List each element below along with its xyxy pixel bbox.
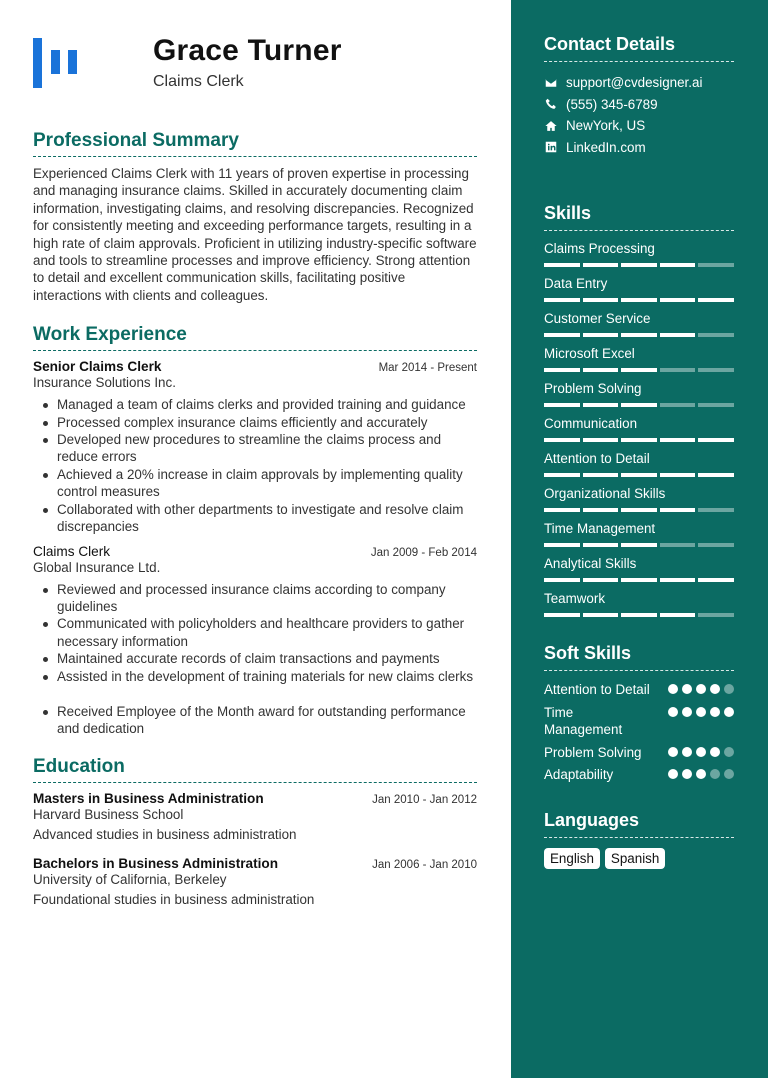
skill-name: Microsoft Excel xyxy=(544,346,635,361)
bullet-item: Developed new procedures to streamline the claims process and reduce errors xyxy=(41,431,477,466)
skill-level-segment xyxy=(698,368,734,372)
school-name: University of California, Berkeley xyxy=(33,871,227,887)
contact-linkedin[interactable] xyxy=(544,137,734,159)
contact-list xyxy=(544,72,734,158)
skill-level-segment xyxy=(621,473,657,477)
skill-level-segment xyxy=(544,333,580,337)
rating-dot xyxy=(668,747,678,757)
skill-level-segment xyxy=(544,543,580,547)
bullet-item: Managed a team of claims clerks and provided training and guidance xyxy=(41,396,477,413)
bullet-item: Maintained accurate records of claim transactions and payments xyxy=(41,650,477,667)
skill-level-segment xyxy=(583,298,619,302)
soft-skill-name: Attention to Detail xyxy=(544,682,650,697)
skill-name: Organizational Skills xyxy=(544,486,666,501)
contact-heading: Contact Details xyxy=(544,34,734,62)
soft-skill-name: Adaptability xyxy=(544,767,614,783)
skill-item xyxy=(544,451,734,477)
skill-item xyxy=(544,241,734,267)
job-bullets xyxy=(41,396,477,535)
soft-skill-item xyxy=(544,681,734,699)
skill-level-segment xyxy=(583,263,619,267)
education-entry xyxy=(33,856,477,907)
skill-level-bar xyxy=(544,543,734,547)
rating-dot xyxy=(710,707,720,717)
skill-level-bar xyxy=(544,613,734,617)
skill-level-segment xyxy=(621,298,657,302)
rating-dot xyxy=(710,747,720,757)
soft-skill-rating xyxy=(668,704,734,717)
skill-level-bar xyxy=(544,403,734,407)
skill-item xyxy=(544,416,734,442)
skill-level-segment xyxy=(544,508,580,512)
rating-dot xyxy=(724,769,734,779)
job-bullets xyxy=(41,581,477,738)
soft-skills-heading: Soft Skills xyxy=(544,643,734,671)
skill-level-segment xyxy=(621,578,657,582)
job-company: Global Insurance Ltd. xyxy=(33,559,161,575)
education-description: Foundational studies in business administration xyxy=(33,891,315,907)
skill-level-segment xyxy=(583,403,619,407)
education-dates: Jan 2010 - Jan 2012 xyxy=(372,793,477,806)
skill-name: Customer Service xyxy=(544,311,651,326)
skill-level-segment xyxy=(544,578,580,582)
skill-name: Claims Processing xyxy=(544,241,655,256)
skill-level-segment xyxy=(621,368,657,372)
skill-level-segment xyxy=(698,578,734,582)
skill-item xyxy=(544,381,734,407)
rating-dot xyxy=(682,747,692,757)
skill-level-segment xyxy=(698,543,734,547)
skill-item xyxy=(544,521,734,547)
skill-level-segment xyxy=(660,368,696,372)
rating-dot xyxy=(696,747,706,757)
languages-list xyxy=(544,848,734,869)
education-heading: Education xyxy=(33,756,477,783)
phone-icon xyxy=(544,97,558,111)
soft-skill-item xyxy=(544,744,734,762)
skill-level-segment xyxy=(660,613,696,617)
skill-level-segment xyxy=(621,263,657,267)
soft-skill-item xyxy=(544,704,734,739)
skill-level-segment xyxy=(583,578,619,582)
degree-title: Masters in Business Administration xyxy=(33,790,264,806)
linkedin-icon xyxy=(544,140,558,154)
rating-dot xyxy=(682,707,692,717)
logo xyxy=(33,38,79,88)
skill-name: Communication xyxy=(544,416,638,431)
soft-skill-name: Time Management xyxy=(544,704,623,738)
skill-level-segment xyxy=(544,298,580,302)
education-dates: Jan 2006 - Jan 2010 xyxy=(372,858,477,871)
bullet-item: Assisted in the development of training materials for new claims clerks xyxy=(41,668,477,685)
phone-text: (555) 345-6789 xyxy=(566,96,658,112)
skill-level-segment xyxy=(660,473,696,477)
rating-dot xyxy=(696,684,706,694)
skill-level-bar xyxy=(544,333,734,337)
job-entry xyxy=(33,359,477,535)
bullet-item: Collaborated with other departments to investigate and resolve claim discrepancies xyxy=(41,501,477,536)
skill-level-segment xyxy=(583,543,619,547)
rating-dot xyxy=(668,707,678,717)
rating-dot xyxy=(682,684,692,694)
job-title: Senior Claims Clerk xyxy=(33,359,162,375)
skill-level-segment xyxy=(621,403,657,407)
rating-dot xyxy=(696,707,706,717)
skill-level-segment xyxy=(698,403,734,407)
contact-phone[interactable] xyxy=(544,94,734,116)
rating-dot xyxy=(682,769,692,779)
skill-level-segment xyxy=(621,508,657,512)
rating-dot xyxy=(696,769,706,779)
home-icon xyxy=(544,119,558,133)
skill-name: Data Entry xyxy=(544,276,608,291)
soft-skill-rating xyxy=(668,744,734,757)
skill-level-segment xyxy=(698,473,734,477)
skill-level-segment xyxy=(583,613,619,617)
skill-level-segment xyxy=(660,333,696,337)
skill-level-segment xyxy=(660,263,696,267)
job-dates: Mar 2014 - Present xyxy=(378,362,477,375)
skill-level-segment xyxy=(583,438,619,442)
experience-heading: Work Experience xyxy=(33,324,477,351)
skill-level-segment xyxy=(621,333,657,337)
skill-level-segment xyxy=(583,508,619,512)
skill-level-segment xyxy=(544,368,580,372)
rating-dot xyxy=(668,769,678,779)
skill-name: Time Management xyxy=(544,521,656,536)
skill-level-bar xyxy=(544,263,734,267)
skill-level-segment xyxy=(698,508,734,512)
skill-level-segment xyxy=(544,613,580,617)
soft-skill-name: Problem Solving xyxy=(544,744,642,760)
rating-dot xyxy=(724,747,734,757)
education-entry xyxy=(33,791,477,842)
job-entry xyxy=(33,544,477,738)
skill-level-segment xyxy=(698,333,734,337)
skill-item xyxy=(544,311,734,337)
skill-level-segment xyxy=(660,298,696,302)
skill-level-segment xyxy=(621,438,657,442)
location-text: NewYork, US xyxy=(566,118,646,134)
summary-text: Experienced Claims Clerk with 11 years of proven expertise in processing and managing insurance claims. Skilled in accurately documenting claim information, investigating claims, and resolving discrepancies. Recognized for consistently meeting and exceeding performance targets, resulting in a high rate of claim approvals. Proficient in utilizing industry-specific software and tools to streamline processes and improve efficiency. Strong attention to detail and excellent communication skills, facilitating positive interactions with clients and colleagues. xyxy=(33,166,477,303)
rating-dot xyxy=(668,684,678,694)
skill-level-segment xyxy=(660,403,696,407)
skill-item xyxy=(544,556,734,582)
skill-level-segment xyxy=(544,403,580,407)
skill-item xyxy=(544,276,734,302)
bullet-item: Processed complex insurance claims efficiently and accurately xyxy=(41,414,477,431)
skill-level-bar xyxy=(544,473,734,477)
skill-level-segment xyxy=(544,473,580,477)
skill-level-segment xyxy=(583,333,619,337)
skill-level-segment xyxy=(621,543,657,547)
skill-level-segment xyxy=(621,613,657,617)
job-dates: Jan 2009 - Feb 2014 xyxy=(370,546,477,559)
skill-item xyxy=(544,591,734,617)
summary-heading: Professional Summary xyxy=(33,130,477,157)
skill-level-segment xyxy=(660,438,696,442)
skill-level-segment xyxy=(660,508,696,512)
rating-dot xyxy=(724,707,734,717)
rating-dot xyxy=(724,684,734,694)
soft-skills-list xyxy=(544,681,734,784)
contact-email[interactable] xyxy=(544,72,734,94)
main-content xyxy=(33,130,477,915)
email-text: support@cvdesigner.ai xyxy=(566,75,703,91)
soft-skill-rating xyxy=(668,681,734,694)
job-company: Insurance Solutions Inc. xyxy=(33,375,176,391)
bullet-item: Received Employee of the Month award for outstanding performance and dedication xyxy=(41,703,477,738)
languages-heading: Languages xyxy=(544,810,734,838)
skill-name: Attention to Detail xyxy=(544,451,650,466)
skill-level-segment xyxy=(544,263,580,267)
skill-level-segment xyxy=(544,438,580,442)
linkedin-text: LinkedIn.com xyxy=(566,139,646,155)
skill-level-segment xyxy=(583,368,619,372)
bullet-item: Communicated with policyholders and healthcare providers to gather necessary information xyxy=(41,615,477,650)
soft-skill-rating xyxy=(668,766,734,779)
school-name: Harvard Business School xyxy=(33,806,184,822)
language-badge: English xyxy=(544,848,600,869)
skill-level-bar xyxy=(544,438,734,442)
education-description: Advanced studies in business administration xyxy=(33,826,297,842)
skill-name: Problem Solving xyxy=(544,381,642,396)
candidate-role: Claims Clerk xyxy=(153,73,244,90)
skill-level-segment xyxy=(660,578,696,582)
skill-level-segment xyxy=(698,438,734,442)
soft-skill-item xyxy=(544,766,734,784)
skill-level-bar xyxy=(544,368,734,372)
skills-heading: Skills xyxy=(544,203,734,231)
skill-name: Analytical Skills xyxy=(544,556,637,571)
job-title: Claims Clerk xyxy=(33,543,111,559)
skill-level-segment xyxy=(698,298,734,302)
skill-name: Teamwork xyxy=(544,591,606,606)
skills-list xyxy=(544,241,734,617)
bullet-item: Reviewed and processed insurance claims according to company guidelines xyxy=(41,581,477,616)
language-badge: Spanish xyxy=(605,848,665,869)
sidebar xyxy=(511,0,768,1078)
contact-location xyxy=(544,115,734,137)
skill-level-segment xyxy=(698,613,734,617)
envelope-icon xyxy=(544,76,558,90)
rating-dot xyxy=(710,684,720,694)
degree-title: Bachelors in Business Administration xyxy=(33,855,278,871)
bullet-item: Achieved a 20% increase in claim approvals by implementing quality control measures xyxy=(41,466,477,501)
skill-level-bar xyxy=(544,508,734,512)
skill-level-segment xyxy=(660,543,696,547)
rating-dot xyxy=(710,769,720,779)
skill-item xyxy=(544,486,734,512)
skill-level-segment xyxy=(698,263,734,267)
skill-level-bar xyxy=(544,578,734,582)
skill-level-segment xyxy=(583,473,619,477)
skill-level-bar xyxy=(544,298,734,302)
candidate-name: Grace Turner xyxy=(153,34,342,67)
skill-item xyxy=(544,346,734,372)
